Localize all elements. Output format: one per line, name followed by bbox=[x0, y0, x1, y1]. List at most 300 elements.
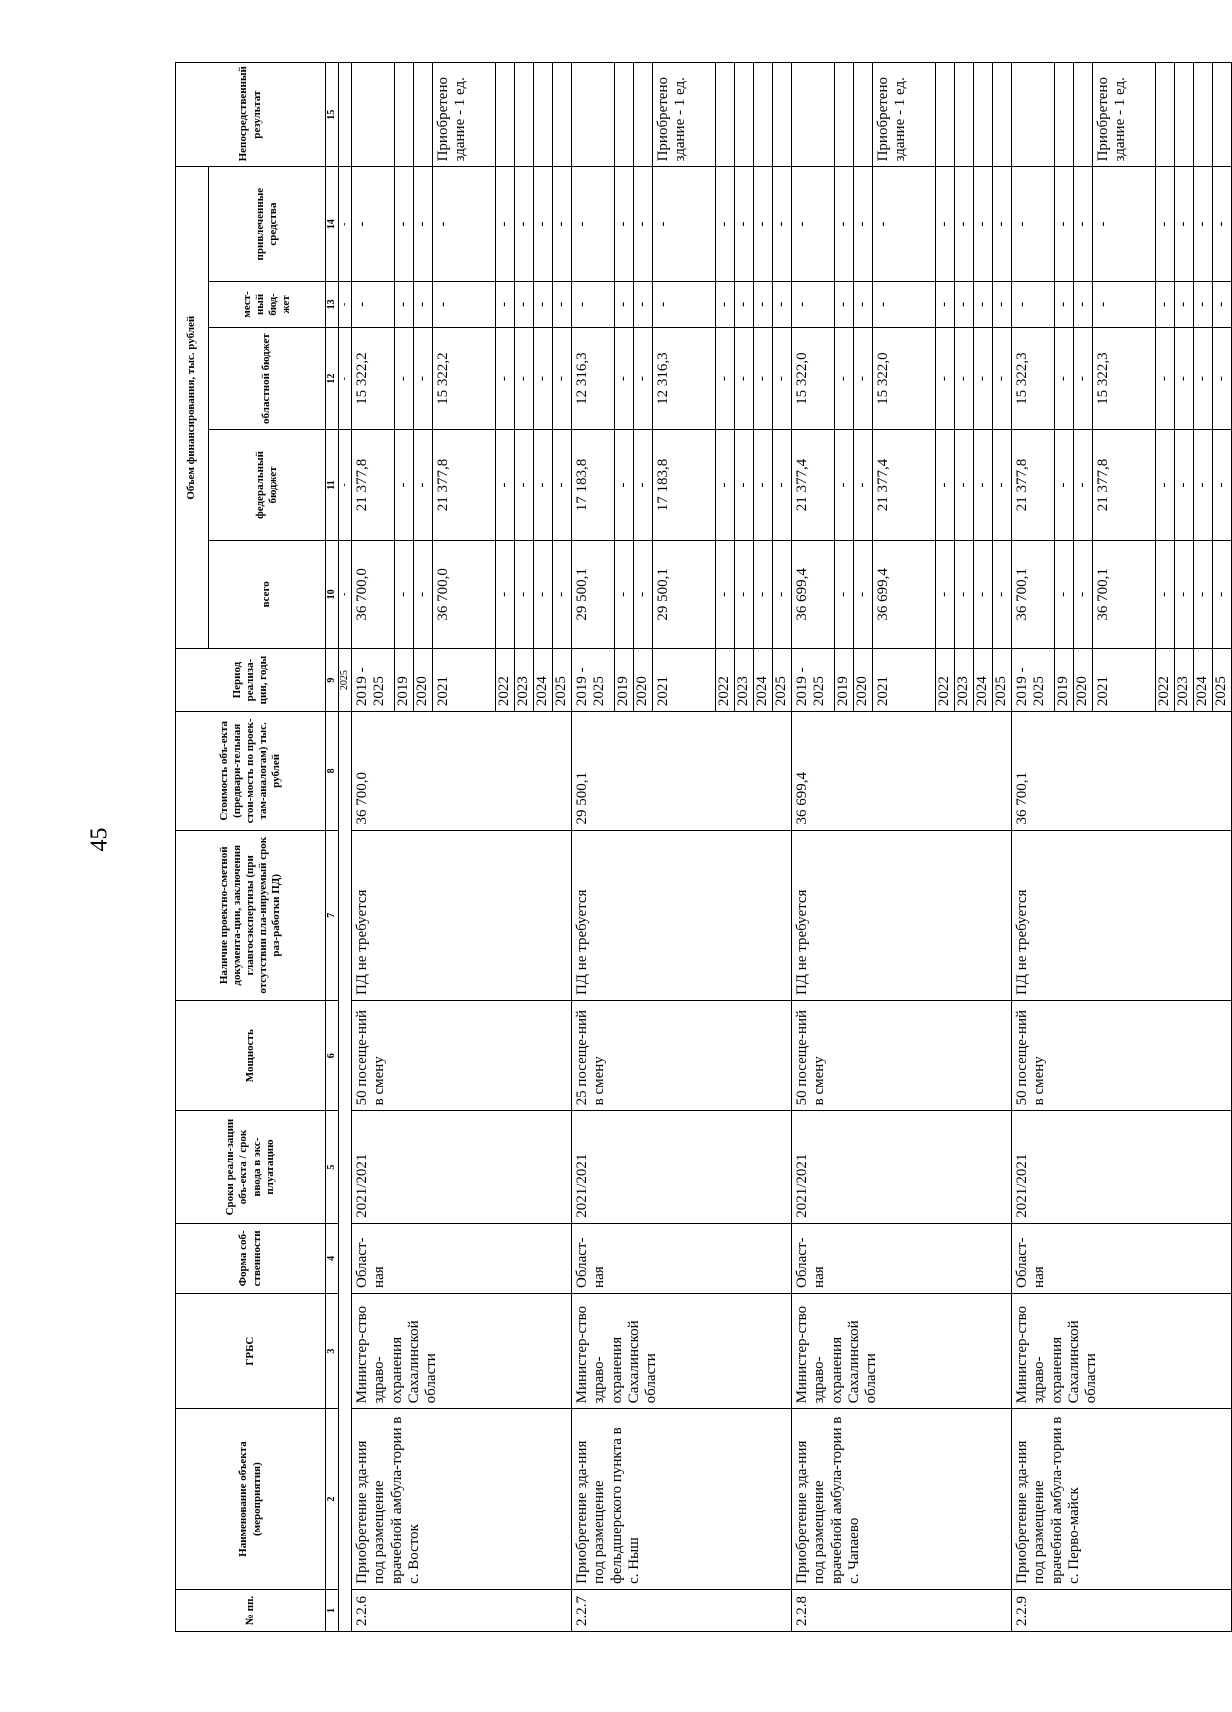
cell-regional: - bbox=[534, 327, 553, 429]
cell-attracted: - bbox=[395, 167, 414, 281]
cell-result-empty bbox=[553, 63, 572, 167]
prev-row-attracted: - bbox=[339, 167, 352, 281]
cell-total: - bbox=[974, 540, 993, 648]
cell-regional: - bbox=[955, 327, 974, 429]
cell-local: - bbox=[615, 281, 634, 327]
cell-federal: - bbox=[716, 430, 735, 540]
cell-federal: - bbox=[1074, 430, 1093, 540]
cell-result-empty bbox=[716, 63, 735, 167]
col-number: 4 bbox=[326, 1223, 339, 1293]
cell-regional: - bbox=[515, 327, 534, 429]
cell-federal: - bbox=[395, 430, 414, 540]
col-number: 2 bbox=[326, 1409, 339, 1590]
cell-attracted: - bbox=[1074, 167, 1093, 281]
cell-regional: 15 322,3 bbox=[1093, 327, 1156, 429]
cell-result-empty bbox=[936, 63, 955, 167]
cell-regional: 12 316,3 bbox=[572, 327, 615, 429]
cell-total: 36 700,0 bbox=[352, 540, 395, 648]
cell-federal: 21 377,4 bbox=[792, 430, 835, 540]
header-attracted: привлеченные средства bbox=[209, 167, 326, 281]
cell-attracted: - bbox=[433, 167, 496, 281]
entry-pd: ПД не требуется bbox=[352, 830, 572, 1001]
cell-federal: 21 377,8 bbox=[352, 430, 395, 540]
cell-regional: - bbox=[1213, 327, 1232, 429]
cell-total: - bbox=[773, 540, 792, 648]
entry-result: Приобретено здание - 1 ед. bbox=[653, 63, 716, 167]
cell-total: 36 700,1 bbox=[1012, 540, 1055, 648]
prev-row-local: - bbox=[339, 281, 352, 327]
header-total: всего bbox=[209, 540, 326, 648]
cell-attracted: - bbox=[974, 167, 993, 281]
entry-form: Област-ная bbox=[572, 1223, 792, 1293]
cell-federal: - bbox=[414, 430, 433, 540]
cell-attracted: - bbox=[1055, 167, 1074, 281]
cell-attracted: - bbox=[835, 167, 854, 281]
cell-attracted: - bbox=[773, 167, 792, 281]
cell-total: 29 500,1 bbox=[653, 540, 716, 648]
cell-regional: 15 322,0 bbox=[873, 327, 936, 429]
cell-total: - bbox=[634, 540, 653, 648]
cell-result-empty bbox=[1156, 63, 1175, 167]
cell-attracted: - bbox=[1156, 167, 1175, 281]
cell-period: 2019 bbox=[395, 648, 414, 711]
cell-local: - bbox=[534, 281, 553, 327]
cell-period: 2025 bbox=[1213, 648, 1232, 711]
cell-attracted: - bbox=[754, 167, 773, 281]
cell-regional: 15 322,3 bbox=[1012, 327, 1055, 429]
cell-period: 2024 bbox=[534, 648, 553, 711]
table-body bbox=[352, 63, 1232, 1632]
cell-regional: 15 322,2 bbox=[433, 327, 496, 429]
cell-regional: - bbox=[993, 327, 1012, 429]
cell-attracted: - bbox=[955, 167, 974, 281]
cell-attracted: - bbox=[854, 167, 873, 281]
entry-form: Област-ная bbox=[792, 1223, 1012, 1293]
cell-result-empty bbox=[773, 63, 792, 167]
cell-attracted: - bbox=[534, 167, 553, 281]
cell-period: 2022 bbox=[716, 648, 735, 711]
cell-attracted: - bbox=[553, 167, 572, 281]
header-result: Непосредственный результат bbox=[176, 63, 326, 167]
cell-regional: - bbox=[1175, 327, 1194, 429]
cell-total: - bbox=[496, 540, 515, 648]
cell-result-empty bbox=[792, 63, 835, 167]
cell-regional: - bbox=[1194, 327, 1213, 429]
cell-total: 29 500,1 bbox=[572, 540, 615, 648]
page-number: 45 bbox=[86, 827, 113, 852]
header-local: мест-ный бюд-жет bbox=[209, 281, 326, 327]
cell-federal: - bbox=[974, 430, 993, 540]
cell-attracted: - bbox=[792, 167, 835, 281]
entry-terms: 2021/2021 bbox=[1012, 1111, 1232, 1223]
cell-attracted: - bbox=[1093, 167, 1156, 281]
cell-local: - bbox=[735, 281, 754, 327]
cell-period: 2019 - 2025 bbox=[572, 648, 615, 711]
cell-local: - bbox=[1156, 281, 1175, 327]
cell-federal: - bbox=[955, 430, 974, 540]
cell-attracted: - bbox=[414, 167, 433, 281]
cell-result-empty bbox=[1175, 63, 1194, 167]
cell-period: 2022 bbox=[1156, 648, 1175, 711]
header-num: № пп. bbox=[176, 1589, 326, 1631]
cell-regional: - bbox=[716, 327, 735, 429]
entry-num: 2.2.6 bbox=[352, 1589, 572, 1631]
table-row bbox=[572, 63, 615, 1632]
cell-federal: - bbox=[754, 430, 773, 540]
cell-period: 2023 bbox=[515, 648, 534, 711]
cell-regional: - bbox=[854, 327, 873, 429]
cell-total: - bbox=[615, 540, 634, 648]
table-row bbox=[1012, 63, 1055, 1632]
cell-total: 36 699,4 bbox=[873, 540, 936, 648]
cell-local: - bbox=[1074, 281, 1093, 327]
cell-period: 2022 bbox=[936, 648, 955, 711]
cell-attracted: - bbox=[1175, 167, 1194, 281]
cell-total: - bbox=[395, 540, 414, 648]
entry-pd: ПД не требуется bbox=[792, 830, 1012, 1001]
cell-total: - bbox=[1194, 540, 1213, 648]
entry-terms: 2021/2021 bbox=[352, 1111, 572, 1223]
col-number: 5 bbox=[326, 1111, 339, 1223]
cell-federal: - bbox=[735, 430, 754, 540]
cell-period: 2019 - 2025 bbox=[352, 648, 395, 711]
cell-regional: - bbox=[1055, 327, 1074, 429]
cell-federal: - bbox=[615, 430, 634, 540]
col-number: 3 bbox=[326, 1293, 339, 1408]
entry-cost: 29 500,1 bbox=[572, 712, 792, 830]
cell-local: - bbox=[634, 281, 653, 327]
cell-result-empty bbox=[754, 63, 773, 167]
cell-total: - bbox=[854, 540, 873, 648]
cell-federal: 17 183,8 bbox=[572, 430, 615, 540]
cell-result-empty bbox=[735, 63, 754, 167]
cell-total: - bbox=[553, 540, 572, 648]
cell-period: 2019 bbox=[615, 648, 634, 711]
cell-federal: - bbox=[1175, 430, 1194, 540]
cell-result-empty bbox=[515, 63, 534, 167]
entry-name: Приобретение зда-ния под размещение врачебной амбула-тории в с. Перво-майск bbox=[1012, 1409, 1232, 1590]
cell-local: - bbox=[955, 281, 974, 327]
entry-result: Приобретено здание - 1 ед. bbox=[1093, 63, 1156, 167]
cell-attracted: - bbox=[1194, 167, 1213, 281]
cell-local: - bbox=[1175, 281, 1194, 327]
entry-grbs: Министер-ство здраво-охранения Сахалинской области bbox=[792, 1293, 1012, 1408]
cell-local: - bbox=[993, 281, 1012, 327]
cell-result-empty bbox=[534, 63, 553, 167]
cell-period: 2021 bbox=[1093, 648, 1156, 711]
cell-period: 2023 bbox=[1175, 648, 1194, 711]
cell-local: - bbox=[433, 281, 496, 327]
cell-local: - bbox=[1213, 281, 1232, 327]
header-regional: областной бюджет bbox=[209, 327, 326, 429]
cell-total: - bbox=[1175, 540, 1194, 648]
cell-period: 2019 - 2025 bbox=[792, 648, 835, 711]
entry-terms: 2021/2021 bbox=[572, 1111, 792, 1223]
entry-name: Приобретение зда-ния под размещение фельдшерского пункта в с. Ныш bbox=[572, 1409, 792, 1590]
cell-regional: - bbox=[414, 327, 433, 429]
cell-result-empty bbox=[1055, 63, 1074, 167]
cell-period: 2025 bbox=[993, 648, 1012, 711]
cell-total: - bbox=[754, 540, 773, 648]
entry-capacity: 50 посеще-ний в смену bbox=[352, 1001, 572, 1111]
cell-federal: - bbox=[1156, 430, 1175, 540]
cell-result-empty bbox=[974, 63, 993, 167]
cell-result-empty bbox=[414, 63, 433, 167]
cell-result-empty bbox=[1074, 63, 1093, 167]
cell-federal: 21 377,4 bbox=[873, 430, 936, 540]
cell-total: - bbox=[1074, 540, 1093, 648]
entry-capacity: 25 посеще-ний в смену bbox=[572, 1001, 792, 1111]
cell-result-empty bbox=[835, 63, 854, 167]
cell-regional: - bbox=[936, 327, 955, 429]
cell-result-empty bbox=[1194, 63, 1213, 167]
cell-federal: - bbox=[1213, 430, 1232, 540]
prev-row-period: 2025 bbox=[339, 648, 352, 711]
cell-local: - bbox=[1093, 281, 1156, 327]
cell-period: 2022 bbox=[496, 648, 515, 711]
prev-row-total: - bbox=[339, 540, 352, 648]
cell-result-empty bbox=[634, 63, 653, 167]
cell-result-empty bbox=[572, 63, 615, 167]
cell-federal: - bbox=[496, 430, 515, 540]
entry-cost: 36 700,1 bbox=[1012, 712, 1232, 830]
cell-local: - bbox=[395, 281, 414, 327]
cell-local: - bbox=[873, 281, 936, 327]
cell-regional: - bbox=[835, 327, 854, 429]
col-number: 14 bbox=[326, 167, 339, 281]
col-number: 8 bbox=[326, 712, 339, 830]
cell-result-empty bbox=[395, 63, 414, 167]
cell-attracted: - bbox=[653, 167, 716, 281]
cell-period: 2023 bbox=[735, 648, 754, 711]
cell-period: 2025 bbox=[773, 648, 792, 711]
cell-period: 2020 bbox=[854, 648, 873, 711]
cell-regional: - bbox=[1156, 327, 1175, 429]
cell-total: 36 700,1 bbox=[1093, 540, 1156, 648]
entry-pd: ПД не требуется bbox=[572, 830, 792, 1001]
prev-row-blank bbox=[339, 712, 352, 1632]
col-number: 15 bbox=[326, 63, 339, 167]
cell-federal: - bbox=[1194, 430, 1213, 540]
cell-local: - bbox=[496, 281, 515, 327]
col-number: 10 bbox=[326, 540, 339, 648]
entry-terms: 2021/2021 bbox=[792, 1111, 1012, 1223]
cell-regional: - bbox=[615, 327, 634, 429]
cell-total: - bbox=[735, 540, 754, 648]
cell-attracted: - bbox=[735, 167, 754, 281]
cell-period: 2023 bbox=[955, 648, 974, 711]
cell-local: - bbox=[1012, 281, 1055, 327]
cell-regional: - bbox=[634, 327, 653, 429]
entry-result: Приобретено здание - 1 ед. bbox=[873, 63, 936, 167]
cell-period: 2020 bbox=[414, 648, 433, 711]
cell-total: - bbox=[414, 540, 433, 648]
cell-result-empty bbox=[854, 63, 873, 167]
header-name: Наименование объекта (мероприятия) bbox=[176, 1409, 326, 1590]
cell-attracted: - bbox=[716, 167, 735, 281]
cell-federal: - bbox=[534, 430, 553, 540]
col-number: 6 bbox=[326, 1001, 339, 1111]
entry-num: 2.2.7 bbox=[572, 1589, 792, 1631]
cell-total: - bbox=[534, 540, 553, 648]
entry-pd: ПД не требуется bbox=[1012, 830, 1232, 1001]
cell-period: 2019 - 2025 bbox=[1012, 648, 1055, 711]
cell-local: - bbox=[1194, 281, 1213, 327]
cell-federal: - bbox=[993, 430, 1012, 540]
header-period: Период реализа-ции, годы bbox=[176, 648, 326, 711]
entry-grbs: Министер-ство здраво-охранения Сахалинской области bbox=[1012, 1293, 1232, 1408]
cell-total: 36 699,4 bbox=[792, 540, 835, 648]
col-number: 1 bbox=[326, 1589, 339, 1631]
entry-num: 2.2.8 bbox=[792, 1589, 1012, 1631]
funding-table bbox=[175, 62, 1232, 1632]
cell-period: 2020 bbox=[1074, 648, 1093, 711]
cell-attracted: - bbox=[515, 167, 534, 281]
col-number: 12 bbox=[326, 327, 339, 429]
cell-attracted: - bbox=[993, 167, 1012, 281]
cell-period: 2021 bbox=[653, 648, 716, 711]
cell-result-empty bbox=[1213, 63, 1232, 167]
cell-federal: - bbox=[854, 430, 873, 540]
cell-federal: 21 377,8 bbox=[1093, 430, 1156, 540]
cell-total: - bbox=[936, 540, 955, 648]
prev-row-result bbox=[339, 63, 352, 167]
cell-local: - bbox=[515, 281, 534, 327]
cell-total: - bbox=[955, 540, 974, 648]
cell-attracted: - bbox=[496, 167, 515, 281]
header-cost: Стоимость объ-екта (предвари-тельная стои-мость по проек-там-аналогам) тыс. рублей bbox=[176, 712, 326, 830]
col-number: 7 bbox=[326, 830, 339, 1001]
cell-local: - bbox=[854, 281, 873, 327]
cell-result-empty bbox=[496, 63, 515, 167]
cell-local: - bbox=[835, 281, 854, 327]
cell-federal: - bbox=[515, 430, 534, 540]
cell-federal: - bbox=[1055, 430, 1074, 540]
prev-row-regional: - bbox=[339, 327, 352, 429]
col-number: 13 bbox=[326, 281, 339, 327]
table-row bbox=[792, 63, 835, 1632]
cell-total: - bbox=[515, 540, 534, 648]
cell-federal: - bbox=[936, 430, 955, 540]
cell-attracted: - bbox=[634, 167, 653, 281]
cell-federal: - bbox=[835, 430, 854, 540]
entry-capacity: 50 посеще-ний в смену bbox=[792, 1001, 1012, 1111]
cell-attracted: - bbox=[352, 167, 395, 281]
cell-result-empty bbox=[615, 63, 634, 167]
table-row bbox=[352, 63, 395, 1632]
rotated-page bbox=[175, 62, 1229, 1632]
cell-federal: - bbox=[553, 430, 572, 540]
cell-period: 2024 bbox=[1194, 648, 1213, 711]
entry-capacity: 50 посеще-ний в смену bbox=[1012, 1001, 1232, 1111]
cell-local: - bbox=[352, 281, 395, 327]
col-number: 9 bbox=[326, 648, 339, 711]
cell-local: - bbox=[792, 281, 835, 327]
cell-federal: - bbox=[773, 430, 792, 540]
header-capacity: Мощность bbox=[176, 1001, 326, 1111]
cell-regional: - bbox=[974, 327, 993, 429]
entry-form: Област-ная bbox=[352, 1223, 572, 1293]
cell-regional: - bbox=[735, 327, 754, 429]
cell-local: - bbox=[754, 281, 773, 327]
entry-cost: 36 699,4 bbox=[792, 712, 1012, 830]
cell-federal: - bbox=[634, 430, 653, 540]
entry-form: Област-ная bbox=[1012, 1223, 1232, 1293]
cell-total: - bbox=[1055, 540, 1074, 648]
prev-row-federal: - bbox=[339, 430, 352, 540]
cell-local: - bbox=[974, 281, 993, 327]
cell-total: - bbox=[1213, 540, 1232, 648]
cell-regional: - bbox=[773, 327, 792, 429]
cell-regional: 12 316,3 bbox=[653, 327, 716, 429]
cell-period: 2021 bbox=[873, 648, 936, 711]
header-funding-group: Объем финансирования, тыс. рублей bbox=[176, 167, 209, 649]
cell-period: 2019 bbox=[835, 648, 854, 711]
entry-num: 2.2.9 bbox=[1012, 1589, 1232, 1631]
header-terms: Сроки реали-зации объ-екта / срок ввода в экс-плуатацию bbox=[176, 1111, 326, 1223]
cell-result-empty bbox=[1012, 63, 1055, 167]
cell-local: - bbox=[572, 281, 615, 327]
cell-total: - bbox=[1156, 540, 1175, 648]
cell-regional: - bbox=[1074, 327, 1093, 429]
cell-regional: - bbox=[496, 327, 515, 429]
cell-attracted: - bbox=[572, 167, 615, 281]
cell-total: 36 700,0 bbox=[433, 540, 496, 648]
cell-local: - bbox=[1055, 281, 1074, 327]
entry-grbs: Министер-ство здраво-охранения Сахалинской области bbox=[352, 1293, 572, 1408]
cell-attracted: - bbox=[615, 167, 634, 281]
cell-attracted: - bbox=[873, 167, 936, 281]
entry-name: Приобретение зда-ния под размещение врачебной амбула-тории в с. Чапаево bbox=[792, 1409, 1012, 1590]
cell-federal: 17 183,8 bbox=[653, 430, 716, 540]
cell-federal: 21 377,8 bbox=[433, 430, 496, 540]
cell-result-empty bbox=[352, 63, 395, 167]
cell-local: - bbox=[716, 281, 735, 327]
cell-period: 2025 bbox=[553, 648, 572, 711]
cell-regional: 15 322,2 bbox=[352, 327, 395, 429]
header-form: Форма соб-ственности bbox=[176, 1223, 326, 1293]
cell-attracted: - bbox=[1213, 167, 1232, 281]
cell-period: 2019 bbox=[1055, 648, 1074, 711]
header-federal: федеральный бюджет bbox=[209, 430, 326, 540]
cell-period: 2024 bbox=[974, 648, 993, 711]
col-number: 11 bbox=[326, 430, 339, 540]
cell-local: - bbox=[553, 281, 572, 327]
cell-attracted: - bbox=[1012, 167, 1055, 281]
cell-local: - bbox=[414, 281, 433, 327]
entry-cost: 36 700,0 bbox=[352, 712, 572, 830]
cell-period: 2021 bbox=[433, 648, 496, 711]
cell-regional: 15 322,0 bbox=[792, 327, 835, 429]
cell-result-empty bbox=[955, 63, 974, 167]
entry-result: Приобретено здание - 1 ед. bbox=[433, 63, 496, 167]
cell-local: - bbox=[653, 281, 716, 327]
cell-total: - bbox=[716, 540, 735, 648]
cell-regional: - bbox=[754, 327, 773, 429]
cell-result-empty bbox=[993, 63, 1012, 167]
header-pd: Наличие проектно-сметной документа-ции, заключения главгосэкспертизы (при отсутствии пла-нируемый срок раз-работки ПД) bbox=[176, 830, 326, 1001]
entry-name: Приобретение зда-ния под размещение врачебной амбула-тории в с. Восток bbox=[352, 1409, 572, 1590]
cell-period: 2020 bbox=[634, 648, 653, 711]
cell-total: - bbox=[993, 540, 1012, 648]
entry-grbs: Министер-ство здраво-охранения Сахалинской области bbox=[572, 1293, 792, 1408]
cell-regional: - bbox=[395, 327, 414, 429]
header-grbs: ГРБС bbox=[176, 1293, 326, 1408]
cell-period: 2024 bbox=[754, 648, 773, 711]
cell-federal: 21 377,8 bbox=[1012, 430, 1055, 540]
cell-total: - bbox=[835, 540, 854, 648]
cell-local: - bbox=[936, 281, 955, 327]
